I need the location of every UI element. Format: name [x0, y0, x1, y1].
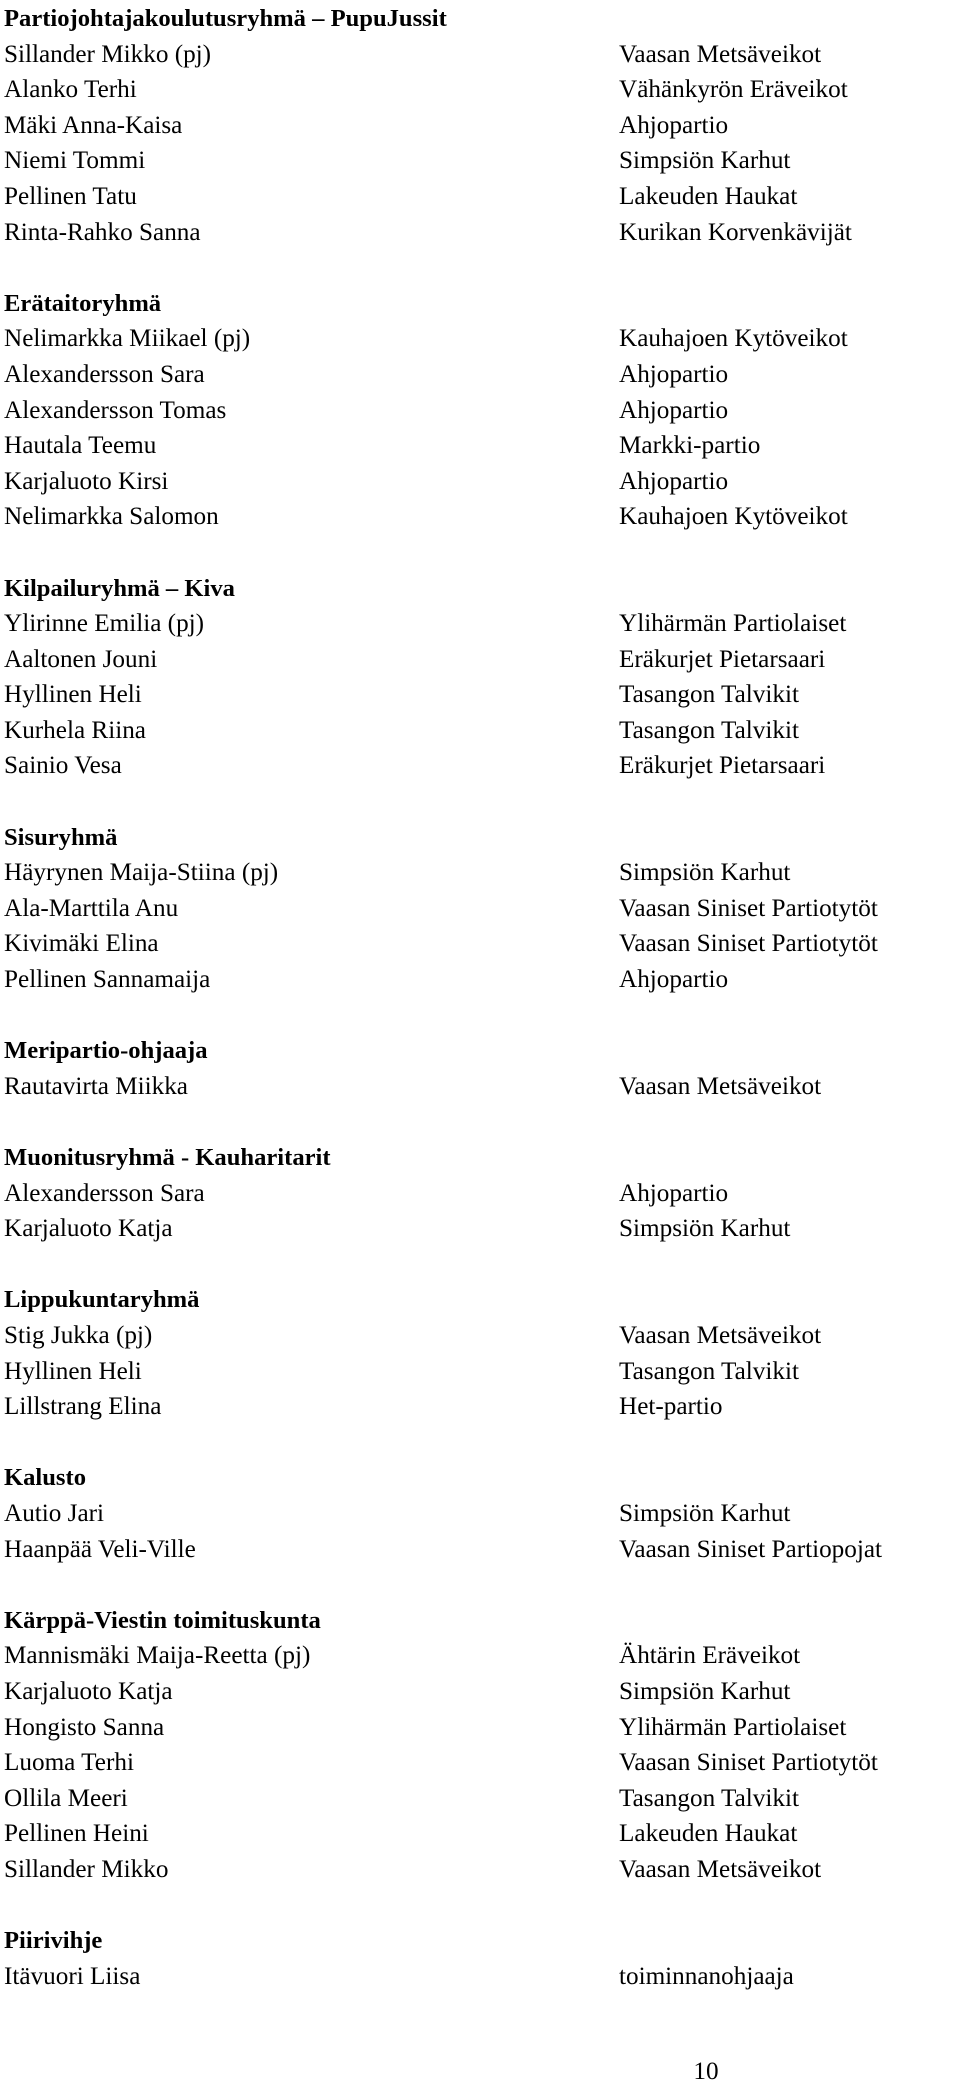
member-organization: Het-partio: [619, 1393, 723, 1421]
group-section: [4, 1, 956, 250]
member-row: [4, 1959, 956, 1995]
member-row: [4, 72, 956, 108]
member-row: [4, 713, 956, 749]
group-section: [4, 1923, 956, 1994]
member-organization: Ahjopartio: [619, 966, 729, 994]
member-organization: Kurikan Korvenkävijät: [619, 218, 852, 246]
document-body: [4, 1, 956, 2030]
member-row: [4, 748, 956, 784]
member-name: Hyllinen Heli: [4, 1357, 142, 1385]
member-organization: Vaasan Siniset Partiotytöt: [619, 1749, 878, 1777]
group-heading: Sisuryhmä: [4, 823, 118, 851]
member-name: Karjaluoto Katja: [4, 1215, 173, 1243]
member-name: Alexandersson Tomas: [4, 396, 227, 424]
page-number: 10: [693, 2058, 719, 2085]
member-name: Ala-Marttila Anu: [4, 894, 179, 922]
member-row: [4, 962, 956, 998]
member-row: [4, 1638, 956, 1674]
member-row: [4, 1852, 956, 1888]
member-name: Ollila Meeri: [4, 1784, 128, 1812]
member-organization: Ahjopartio: [619, 1179, 729, 1207]
member-organization: Vaasan Metsäveikot: [619, 1855, 822, 1883]
member-row: [4, 1354, 956, 1390]
member-organization: Lakeuden Haukat: [619, 1820, 798, 1848]
member-name: Hautala Teemu: [4, 432, 157, 460]
group-heading: Kilpailuryhmä – Kiva: [4, 574, 235, 602]
member-organization: Ylihärmän Partiolaiset: [619, 1713, 847, 1741]
member-row: [4, 1211, 956, 1247]
member-row: [4, 321, 956, 357]
member-name: Luoma Terhi: [4, 1749, 134, 1777]
member-row: [4, 1496, 956, 1532]
member-organization: Kauhajoen Kytöveikot: [619, 325, 848, 353]
member-name: Rinta-Rahko Sanna: [4, 218, 201, 246]
member-row: [4, 1176, 956, 1212]
member-name: Karjaluoto Kirsi: [4, 467, 169, 495]
member-name: Alexandersson Sara: [4, 360, 205, 388]
member-row: [4, 642, 956, 678]
member-row: [4, 606, 956, 642]
member-row: [4, 37, 956, 73]
member-organization: Tasangon Talvikit: [619, 681, 799, 709]
member-organization: Kauhajoen Kytöveikot: [619, 503, 848, 531]
member-organization: Vaasan Metsäveikot: [619, 40, 822, 68]
member-organization: Tasangon Talvikit: [619, 1357, 799, 1385]
member-organization: Ähtärin Eräveikot: [619, 1642, 801, 1670]
member-row: [4, 1318, 956, 1354]
member-name: Sillander Mikko: [4, 1855, 169, 1883]
member-organization: Vaasan Metsäveikot: [619, 1321, 822, 1349]
member-organization: Ahjopartio: [619, 111, 729, 139]
member-row: [4, 1532, 956, 1568]
group-heading: Piirivihje: [4, 1927, 103, 1955]
member-row: [4, 926, 956, 962]
group-heading: Erätaitoryhmä: [4, 289, 162, 317]
member-organization: Vaasan Metsäveikot: [619, 1072, 822, 1100]
member-organization: toiminnanohjaaja: [619, 1962, 794, 1990]
member-name: Sillander Mikko (pj): [4, 40, 212, 68]
member-row: [4, 357, 956, 393]
member-row: [4, 215, 956, 251]
member-row: [4, 108, 956, 144]
member-row: [4, 464, 956, 500]
member-row: [4, 1710, 956, 1746]
group-heading: Kärppä-Viestin toimituskunta: [4, 1606, 321, 1634]
member-organization: Simpsiön Karhut: [619, 859, 791, 887]
member-name: Hyllinen Heli: [4, 681, 142, 709]
member-row: [4, 179, 956, 215]
member-name: Ylirinne Emilia (pj): [4, 610, 205, 638]
group-heading: Muonitusryhmä - Kauharitarit: [4, 1144, 331, 1171]
member-row: [4, 393, 956, 429]
member-name: Pellinen Tatu: [4, 182, 137, 210]
member-organization: Vaasan Siniset Partiotytöt: [619, 894, 878, 922]
member-row: [4, 1674, 956, 1710]
member-name: Nelimarkka Miikael (pj): [4, 325, 251, 353]
member-organization: Ahjopartio: [619, 360, 729, 388]
group-heading: Partiojohtajakoulutusryhmä – PupuJussit: [4, 5, 447, 32]
member-name: Alanko Terhi: [4, 76, 137, 104]
member-row: [4, 677, 956, 713]
group-section: [4, 286, 956, 535]
member-organization: Simpsiön Karhut: [619, 147, 791, 175]
member-name: Niemi Tommi: [4, 147, 146, 175]
group-section: [4, 820, 956, 998]
member-name: Karjaluoto Katja: [4, 1677, 173, 1705]
member-name: Stig Jukka (pj): [4, 1321, 153, 1349]
member-name: Pellinen Heini: [4, 1820, 149, 1848]
member-organization: Vähänkyrön Eräveikot: [619, 76, 848, 104]
member-organization: Simpsiön Karhut: [619, 1499, 791, 1527]
member-row: [4, 499, 956, 535]
member-name: Kurhela Riina: [4, 716, 146, 744]
member-organization: Eräkurjet Pietarsaari: [619, 645, 826, 673]
member-row: [4, 1745, 956, 1781]
member-row: [4, 1816, 956, 1852]
member-organization: Ylihärmän Partiolaiset: [619, 610, 847, 638]
member-name: Autio Jari: [4, 1499, 105, 1527]
member-name: Mannismäki Maija-Reetta (pj): [4, 1642, 311, 1670]
member-name: Itävuori Liisa: [4, 1962, 141, 1990]
member-name: Aaltonen Jouni: [4, 645, 158, 673]
group-section: [4, 571, 956, 785]
member-name: Sainio Vesa: [4, 752, 122, 780]
group-heading: Meripartio-ohjaaja: [4, 1037, 208, 1065]
group-heading: Kalusto: [4, 1464, 86, 1492]
group-section: [4, 1603, 956, 1888]
member-name: Pellinen Sannamaija: [4, 966, 211, 994]
member-organization: Simpsiön Karhut: [619, 1677, 791, 1705]
member-name: Alexandersson Sara: [4, 1179, 205, 1207]
member-name: Hongisto Sanna: [4, 1713, 165, 1741]
member-name: Häyrynen Maija-Stiina (pj): [4, 859, 279, 887]
group-heading: Lippukuntaryhmä: [4, 1286, 200, 1314]
member-row: [4, 1389, 956, 1425]
member-name: Rautavirta Miikka: [4, 1072, 188, 1100]
member-organization: Simpsiön Karhut: [619, 1215, 791, 1243]
member-name: Kivimäki Elina: [4, 930, 159, 958]
member-row: [4, 143, 956, 179]
member-organization: Tasangon Talvikit: [619, 716, 799, 744]
member-name: Haanpää Veli-Ville: [4, 1535, 196, 1563]
member-organization: Vaasan Siniset Partiopojat: [619, 1535, 883, 1563]
group-section: [4, 1140, 956, 1247]
member-row: [4, 855, 956, 891]
member-organization: Vaasan Siniset Partiotytöt: [619, 930, 878, 958]
member-organization: Lakeuden Haukat: [619, 182, 798, 210]
member-name: Lillstrang Elina: [4, 1393, 162, 1421]
member-row: [4, 428, 956, 464]
member-row: [4, 1781, 956, 1817]
group-section: [4, 1033, 956, 1104]
member-organization: Markki-partio: [619, 432, 761, 460]
member-name: Nelimarkka Salomon: [4, 503, 219, 531]
member-organization: Ahjopartio: [619, 467, 729, 495]
member-row: [4, 891, 956, 927]
member-organization: Ahjopartio: [619, 396, 729, 424]
member-organization: Tasangon Talvikit: [619, 1784, 799, 1812]
member-row: [4, 1069, 956, 1105]
group-section: [4, 1282, 956, 1424]
member-organization: Eräkurjet Pietarsaari: [619, 752, 826, 780]
member-name: Mäki Anna-Kaisa: [4, 111, 183, 139]
group-section: [4, 1460, 956, 1567]
